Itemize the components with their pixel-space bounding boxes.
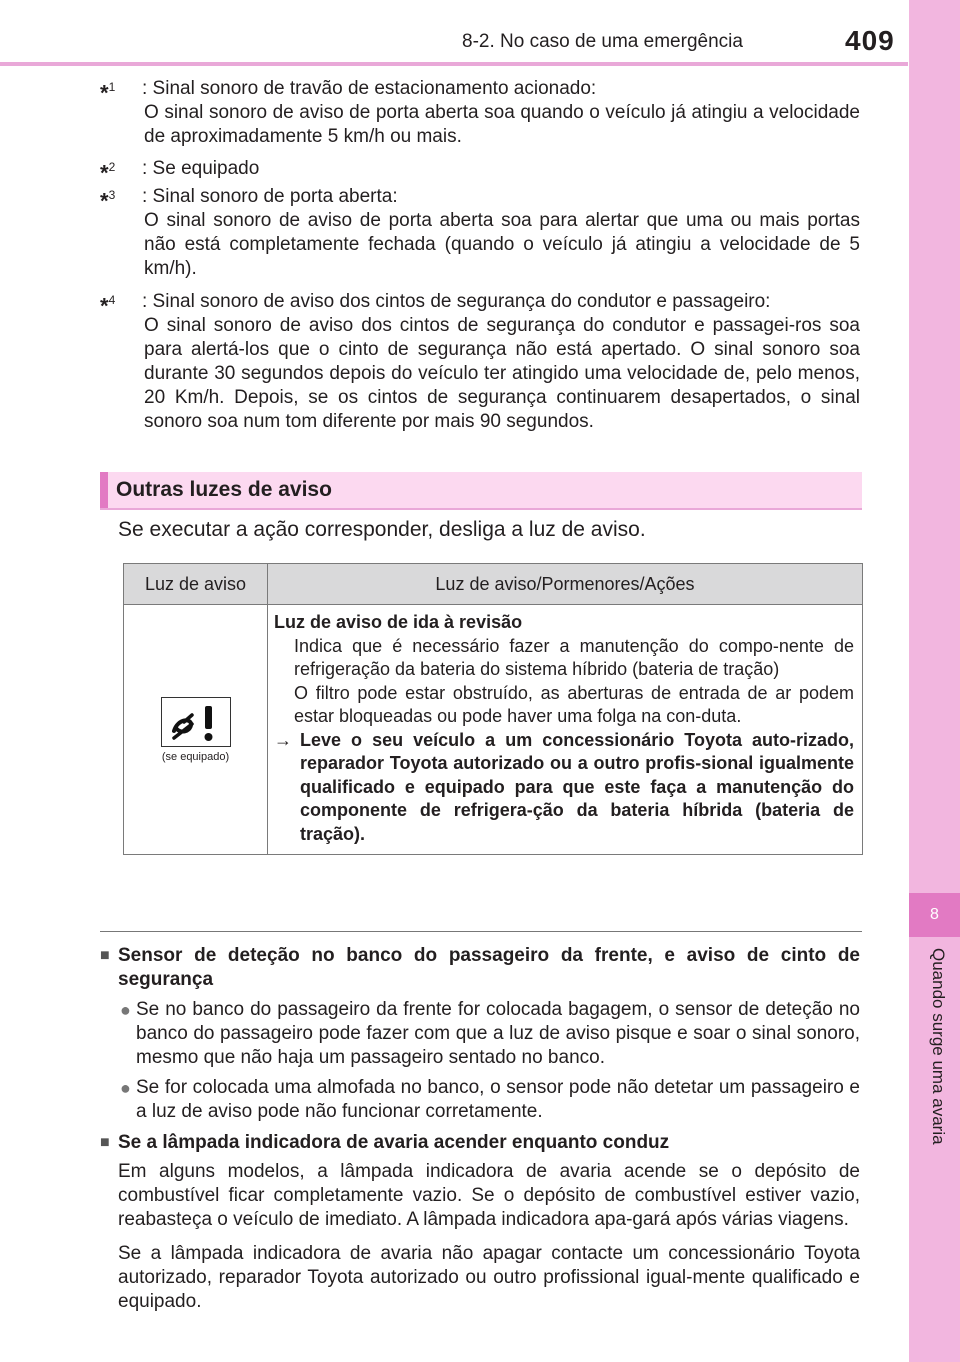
- footnote-text: O sinal sonoro de aviso de porta aberta soa para alertar que uma ou mais portas não está completamente fechada (quando o veículo já atingiu a velocidade de 5 km/h).: [144, 210, 860, 279]
- warning-description: Indica que é necessário fazer a manutenção do compo-nente de refrigeração da bateria do sistema híbrido (bateria de tração): [294, 635, 854, 679]
- note-heading: Se a lâmpada indicadora de avaria acender enquanto conduz: [118, 1132, 670, 1153]
- warning-title: Luz de aviso de ida à revisão: [274, 612, 523, 632]
- list-item: [120, 998, 860, 1070]
- footnote-title: : Sinal sonoro de aviso dos cintos de segurança do condutor e passageiro:: [142, 291, 771, 312]
- table-row: [124, 605, 863, 855]
- section-intro: Se executar a ação corresponder, desliga a luz de aviso.: [118, 518, 646, 541]
- footnote-3: [100, 185, 860, 281]
- footnote-marker: *$^4$: [100, 293, 116, 319]
- footnote-title: : Sinal sonoro de travão de estacionamento acionado:: [142, 78, 597, 99]
- footnote-text: O sinal sonoro de aviso de porta aberta soa quando o veículo já atingiu a velocidade de aproximadamente 5 km/h ou mais.: [144, 102, 860, 147]
- section-heading: [100, 472, 862, 510]
- round-bullet-icon: ●: [120, 1000, 131, 1020]
- footnote-marker: *$^1$: [100, 80, 116, 106]
- icon-caption: (se equipado): [161, 750, 230, 763]
- note-malfunction-lamp: [100, 1131, 860, 1324]
- warning-cause: O filtro pode estar obstruído, as aberturas de entrada de ar podem estar bloqueadas ou pode haver uma folga na con-duta.: [294, 682, 854, 726]
- note-passenger-sensor: [100, 944, 860, 1124]
- warning-action: [274, 729, 854, 847]
- section-title: Outras luzes de aviso: [116, 478, 332, 501]
- section-accent-bar: [100, 472, 108, 508]
- section-breadcrumb: 8-2. No caso de uma emergência: [462, 31, 743, 52]
- warning-light-cell: [124, 605, 268, 855]
- footnote-text: O sinal sonoro de aviso dos cintos de segurança do condutor e passagei-ros soa para alertá-los que o cinto de segurança não está apertado. O sinal sonoro soa durante 30 segundos depois do veículo ter atingido uma velocidade de, pelo menos, 20 Km/h. Depois, se os cintos de segurança continuarem desapertados, o sinal sonoro soa num tom diferente por mais 90 segundos.: [144, 315, 860, 432]
- footnote-2: [100, 157, 860, 186]
- note-heading: Sensor de deteção no banco do passageiro da frente, e aviso de cinto de segurança: [118, 945, 860, 990]
- footnote-marker: *$^2$: [100, 160, 116, 186]
- header-divider: [0, 62, 908, 66]
- warning-action-text: Leve o seu veículo a um concessionário Toyota auto-rizado, reparador Toyota autorizado ou a outro profis-sional igualmente qualificado e equipado para que este faça a manutenção do componente de refrigera-ção da bateria híbrida (bateria de tração).: [300, 729, 854, 844]
- table-header-row: [124, 564, 863, 605]
- page-number: 409: [845, 25, 895, 56]
- square-bullet-icon: ■: [100, 947, 110, 964]
- footnote-1: [100, 77, 860, 149]
- footnote-title: : Se equipado: [142, 158, 260, 179]
- note-paragraph: Em alguns modelos, a lâmpada indicadora de avaria acende se o depósito de combustível ficar completamente vazio. Se o depósito de combustível estiver vazio, reabasteça o veículo de imediato. A lâmpada indicadora apa-gará após várias viagens.: [118, 1161, 860, 1230]
- notes-divider: [100, 931, 862, 932]
- note-paragraph: Se a lâmpada indicadora de avaria não apagar contacte um concessionário Toyota autorizado, reparador Toyota autorizado ou outro profissional igual-mente qualificado e equipado.: [118, 1243, 860, 1312]
- arrow-right-icon: →: [274, 729, 292, 750]
- list-item-text: Se for colocada uma almofada no banco, o sensor pode não detetar um passageiro e a luz de aviso pode não funcionar corretamente.: [136, 1077, 860, 1122]
- warning-light-table: [123, 563, 863, 855]
- footnote-marker: *$^3$: [100, 188, 116, 214]
- chapter-label: Quando surge uma avaria: [929, 948, 948, 1145]
- chapter-label-wrap: [918, 948, 954, 1208]
- round-bullet-icon: ●: [120, 1078, 131, 1098]
- list-item: [120, 1076, 860, 1124]
- list-item-text: Se no banco do passageiro da frente for colocada bagagem, o sensor de deteção no banco do passageiro pode fazer com que a luz de aviso pisque e soar o sinal sonoro, mesmo que não haja um passageiro sentado no banco.: [136, 999, 860, 1068]
- battery-cooling-service-icon: [161, 697, 231, 747]
- warning-details-cell: [268, 605, 863, 855]
- chapter-number: 8: [909, 893, 960, 937]
- footnote-title: : Sinal sonoro de porta aberta:: [142, 186, 398, 207]
- column-header-details: Luz de aviso/Pormenores/Ações: [268, 564, 863, 605]
- square-bullet-icon: ■: [100, 1134, 110, 1151]
- footnote-4: [100, 290, 860, 434]
- column-header-light: Luz de aviso: [124, 564, 268, 605]
